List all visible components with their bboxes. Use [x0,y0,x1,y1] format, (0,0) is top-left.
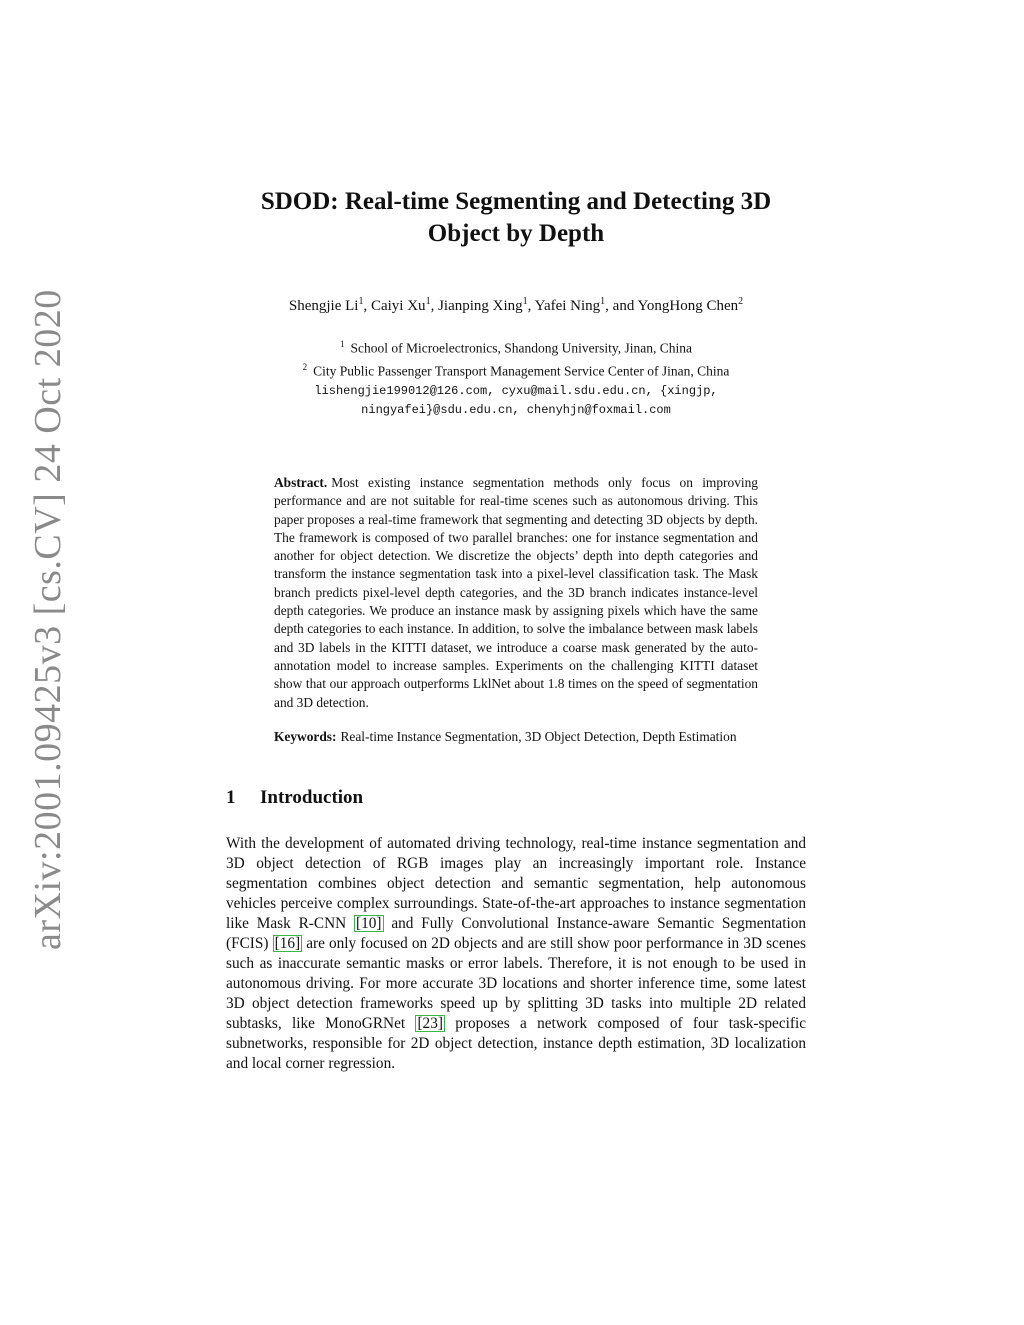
paper-page [226,186,806,1074]
author: Caiyi Xu$^1$ [370,296,431,314]
affiliations [226,335,806,380]
abstract-label: Abstract. [274,475,328,490]
author-list: Shengjie Li$^1$, Caiyi Xu$^1$, Jianping Xing$^1$, Yafei Ning$^1$, and YongHong Chen$^2$ [288,296,744,314]
introduction-paragraph: With the development of automated driving technology, real-time instance segmentation and 3D object detection of RGB images play an increasingly important role. Instance segmentation combines object detection and semantic segmentation, help autonomous vehicles perceive complex surroundings. State-of-the-art approaches to instance segmentation like Mask R-CNN [10] and Fully Convolutional Instance-aware Semantic Segmentation (FCIS) [16] are only focused on 2D objects and are still show poor performance in 3D scenes such as inaccurate semantic masks or error labels. Therefore, it is not enough to be used in autonomous driving. For more accurate 3D locations and shorter inference time, some latest 3D object detection frameworks speed up by splitting 3D tasks into multiple 2D related subtasks, like MonoGRNet [23] proposes a network composed of four task-specific subnetworks, responsible for 2D object detection, instance depth estimation, 3D localization and local corner regression. [226,835,807,1073]
citation-link[interactable]: [10] [356,915,382,933]
email-line-2: ningyafei}@sdu.edu.cn, chenyhjn@foxmail.com [361,403,671,417]
email-line-1: lishengjie199012@126.com, cyxu@mail.sdu.edu.cn, {xingjp, [314,384,718,398]
author: YongHong Chen$^2$ [637,296,744,314]
arxiv-identifier: arXiv:2001.09425v3 [cs.CV] 24 Oct 2020 [27,289,69,950]
keywords-label: Keywords: [274,728,337,744]
paper-title: SDOD: Real-time Segmenting and Detecting 3D Object by Depth [260,188,772,247]
affiliation-2: $^2$ City Public Passenger Transport Management Service Center of Jinan, China [302,361,730,378]
keywords [274,728,758,746]
abstract-text: Most existing instance segmentation methods only focus on improving performance and are not suitable for real-time scenes such as autonomous driving. This paper proposes a real-time framework that segmenting and detecting 3D objects by depth. The framework is composed of two parallel branches: one for instance segmentation and another for object detection. We discretize the objects’ depth into depth categories and transform the instance segmentation task into a pixel-level classification task. The Mask branch predicts pixel-level depth categories, and the 3D branch indicates instance-level depth categories. We produce an instance mask by assigning pixels which have the same depth categories to each instance. In addition, to solve the imbalance between mask labels and 3D labels in the KITTI dataset, we introduce a coarse mask generated by the auto-annotation model to increase samples. Experiments on the challenging KITTI dataset show that our approach outperforms LklNet about 1.8 times on the speed of segmentation and 3D detection. [274,475,758,710]
keywords-text: Real-time Instance Segmentation, 3D Object Detection, Depth Estimation [340,728,737,744]
citation-link[interactable]: [16] [274,935,301,953]
author-emails [226,382,806,420]
section-heading-introduction [226,786,806,810]
affiliation-1: $^1$ School of Microelectronics, Shandong University, Jinan, China [340,339,692,356]
section-title: Introduction [260,787,364,809]
author: Yafei Ning$^1$ [534,296,606,314]
abstract [274,474,758,712]
author: Shengjie Li$^1$ [288,296,364,314]
arxiv-side-stamp [18,289,78,950]
section-number: 1 [226,787,236,809]
citation-link[interactable]: [23] [417,1015,443,1033]
author: Jianping Xing$^1$ [438,296,528,314]
